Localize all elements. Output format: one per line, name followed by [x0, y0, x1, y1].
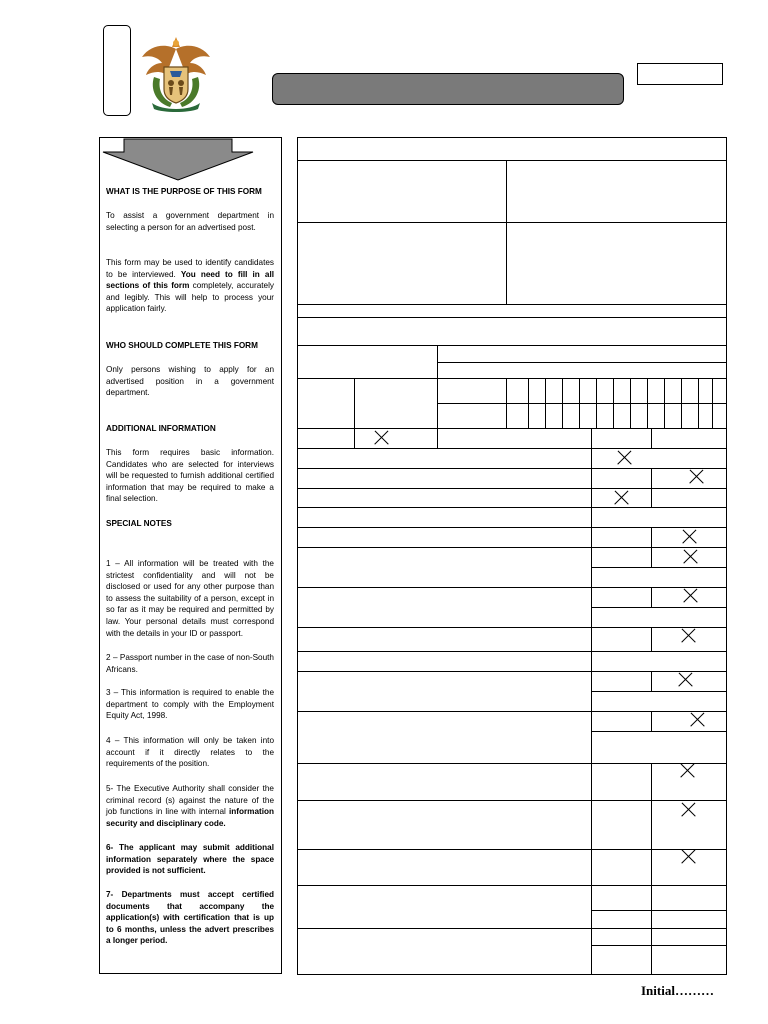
- grid-line: [651, 428, 652, 448]
- grid-line: [651, 587, 652, 607]
- grid-line: [591, 607, 727, 608]
- note-1: 1 – All information will be treated with the strictest confidentiality and will not be disclosed or used for any other purpose than to assess the suitability of a person, except in so far as it may be required and permitted by law. Your personal details must correspond with the details in your ID or passport.: [106, 559, 274, 638]
- additional-heading: ADDITIONAL INFORMATION: [106, 424, 216, 433]
- grid-line: [647, 378, 648, 428]
- side-tab-box: [103, 25, 131, 116]
- grid-line: [437, 345, 438, 448]
- grid-line: [297, 304, 727, 305]
- note-2: 2 – Passport number in the case of non-South Africans.: [106, 653, 274, 674]
- grid-line: [297, 527, 727, 528]
- grid-line: [297, 711, 727, 712]
- grid-line: [297, 317, 727, 318]
- grid-line: [506, 160, 507, 304]
- grid-line: [506, 378, 507, 428]
- grid-line: [297, 800, 727, 801]
- grid-line: [297, 627, 727, 628]
- grid-line: [613, 378, 614, 428]
- x-mark-icon: [373, 430, 389, 446]
- form-title-bar: [272, 73, 624, 105]
- grid-line: [528, 378, 529, 428]
- note-4: 4 – This information will only be taken into account if it directly relates to the requirements of the position.: [106, 736, 274, 769]
- x-mark-icon: [679, 763, 695, 779]
- grid-line: [297, 468, 727, 469]
- grid-line: [297, 345, 727, 346]
- grid-line: [297, 448, 727, 449]
- purpose-paragraph-2: This form may be used to identify candidates to be interviewed. You need to fill in all sections of this form completely, accurately and legibly. This will help to process your application fairly.: [106, 258, 274, 314]
- additional-paragraph: This form requires basic information. Candidates who are selected for interviews will be requested to furnish additional certified information that may be required to make a final selection.: [106, 448, 274, 504]
- grid-line: [681, 378, 682, 428]
- grid-line: [437, 362, 727, 363]
- grid-line: [591, 567, 727, 568]
- x-mark-icon: [681, 529, 697, 545]
- x-mark-icon: [613, 490, 629, 506]
- note-7: 7- Departments must accept certified documents that accompany the application(s) with certification that is up to 6 months, unless the advert prescribes a longer period.: [106, 890, 274, 946]
- who-heading: WHO SHOULD COMPLETE THIS FORM: [106, 341, 258, 350]
- grid-line: [591, 910, 727, 911]
- special-notes-heading: SPECIAL NOTES: [106, 519, 172, 528]
- grid-line: [437, 403, 727, 404]
- purpose-heading: WHAT IS THE PURPOSE OF THIS FORM: [106, 187, 262, 196]
- grid-line: [651, 468, 652, 488]
- grid-line: [664, 378, 665, 428]
- grid-line: [651, 800, 652, 849]
- grid-line: [297, 488, 727, 489]
- grid-line: [651, 671, 652, 691]
- grid-line: [651, 763, 652, 800]
- grid-line: [562, 378, 563, 428]
- grid-line: [579, 378, 580, 428]
- grid-line: [297, 507, 727, 508]
- note-6: 6- The applicant may submit additional information separately where the space provided is not sufficient.: [106, 843, 274, 876]
- grid-line: [651, 627, 652, 651]
- grid-line: [297, 428, 727, 429]
- grid-line: [545, 378, 546, 428]
- x-mark-icon: [680, 628, 696, 644]
- grid-line: [651, 711, 652, 731]
- purpose-paragraph-1: To assist a government department in selecting a person for an advertised post.: [106, 211, 274, 232]
- grid-line: [297, 849, 727, 850]
- down-arrow-icon: [102, 138, 254, 182]
- grid-line: [698, 378, 699, 428]
- grid-line: [591, 945, 727, 946]
- grid-line: [596, 378, 597, 428]
- grid-line: [297, 160, 727, 161]
- grid-line: [297, 885, 727, 886]
- x-mark-icon: [616, 450, 632, 466]
- grid-line: [297, 763, 727, 764]
- grid-line: [591, 428, 592, 974]
- grid-line: [651, 547, 652, 567]
- grid-line: [354, 378, 355, 448]
- grid-line: [297, 671, 727, 672]
- grid-line: [297, 587, 727, 588]
- x-mark-icon: [680, 802, 696, 818]
- grid-line: [651, 885, 652, 974]
- grid-line: [297, 928, 727, 929]
- coat-of-arms-icon: [136, 33, 216, 113]
- x-mark-icon: [689, 712, 705, 728]
- grid-line: [712, 378, 713, 428]
- who-paragraph: Only persons wishing to apply for an advertised position in a government department.: [106, 365, 274, 398]
- note-3: 3 – This information is required to enable the department to comply with the Employment Equity Act, 1998.: [106, 688, 274, 721]
- grid-line: [297, 378, 727, 379]
- reference-box: [637, 63, 723, 85]
- grid-line: [651, 849, 652, 885]
- grid-line: [651, 527, 652, 547]
- grid-line: [297, 222, 727, 223]
- grid-line: [591, 731, 727, 732]
- x-mark-icon: [682, 549, 698, 565]
- x-mark-icon: [682, 588, 698, 604]
- x-mark-icon: [680, 849, 696, 865]
- x-mark-icon: [677, 672, 693, 688]
- note-5: 5- The Executive Authority shall consider the criminal record (s) against the nature of the job functions in line with internal information security and disciplinary code.: [106, 784, 274, 828]
- grid-line: [651, 488, 652, 507]
- grid-line: [630, 378, 631, 428]
- grid-line: [591, 691, 727, 692]
- initial-field[interactable]: Initial………: [641, 983, 714, 998]
- grid-line: [297, 651, 727, 652]
- grid-line: [297, 547, 727, 548]
- x-mark-icon: [688, 469, 704, 485]
